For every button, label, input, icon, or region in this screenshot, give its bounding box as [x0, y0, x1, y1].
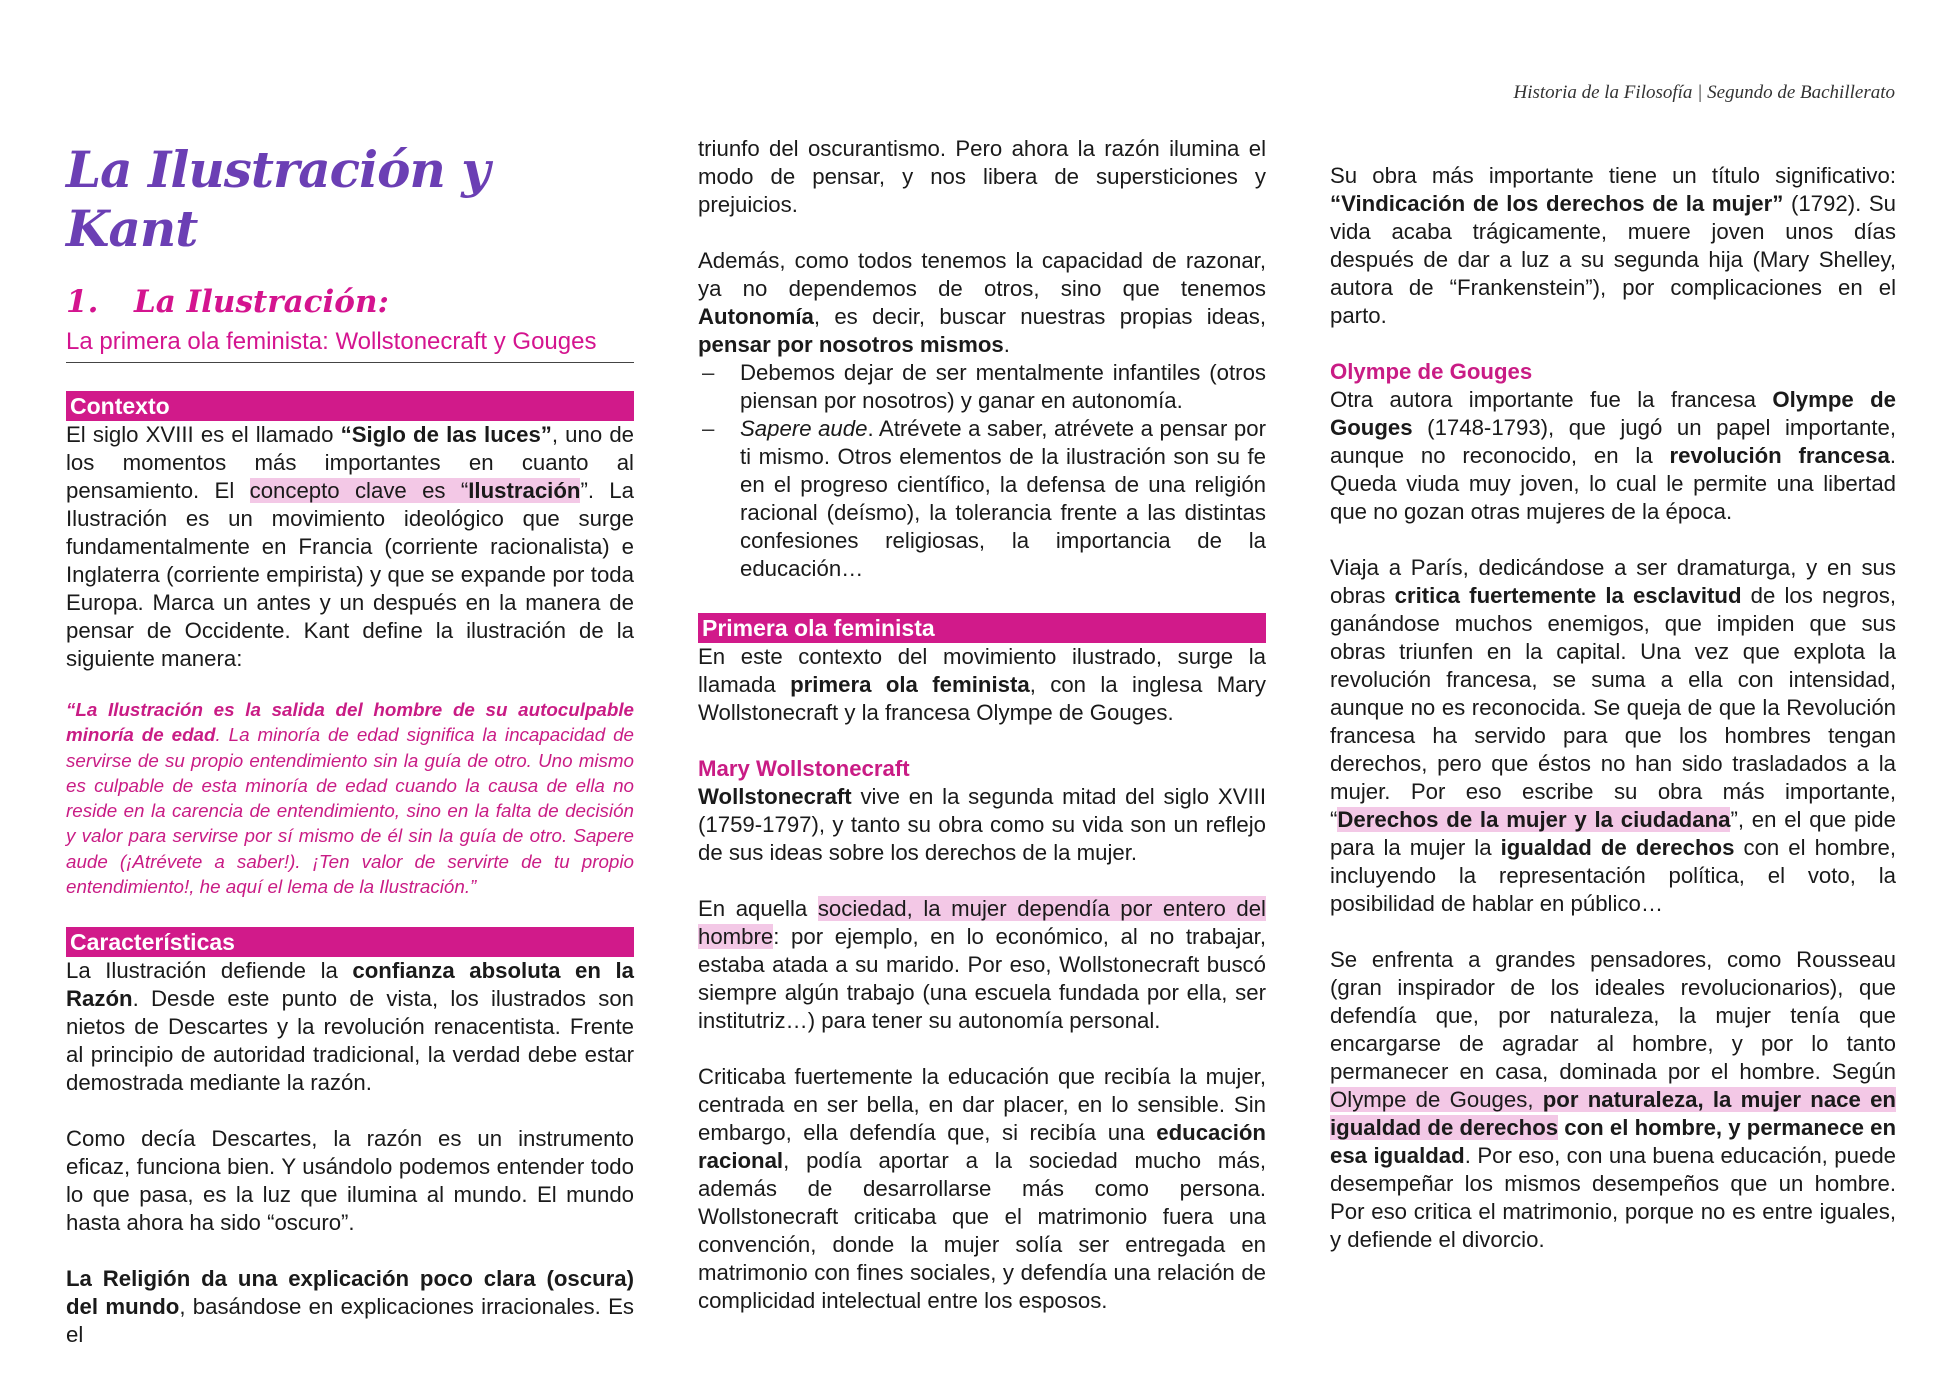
mary-paragraph-1: Wollstonecraft vive en la segunda mitad del siglo XVIII (1759-1797), y tanto su obra como su vida son un reflejo de sus ideas sobre los derechos de la mujer.: [698, 784, 1266, 865]
section-heading: La Ilustración:: [133, 284, 389, 320]
olympe-paragraph-2: Viaja a París, dedicándose a ser dramaturga, y en sus obras critica fuertemente la esclavitud de los negros, ganándose muchos enemigos, que impiden que sus obras triunfen en la capital. Una vez que explota la revolución francesa, se suma a ella con intensidad, aunque no es reconocida. Se queja de que la Revolución francesa ha servido para que los hombres tengan derechos, pero que éstos no han sido trasladados a la mujer. Por eso escribe su obra más importante, “Derechos de la mujer y la ciudadana”, en el que pide para la mujer la igualdad de derechos con el hombre, incluyendo la representación política, el voto, la posibilidad de hablar en público…: [1330, 555, 1896, 916]
mary-paragraph-3: Criticaba fuertemente la educación que recibía la mujer, centrada en ser bella, en dar placer, en lo sensible. Sin embargo, ella defendía que, si recibía una educación racional, podía aportar a la sociedad mucho más, además de desarrollarse más como persona. Wollstonecraft criticaba que el matrimonio fuera una convención, donde la mujer solía ser entregada en matrimonio con fines sociales, y defendía una relación de complicidad intelectual entre los esposos.: [698, 1064, 1266, 1313]
section-title: [66, 284, 634, 320]
heading-mary-wollstonecraft: Mary Wollstonecraft: [698, 756, 910, 781]
olympe-paragraph-1: Otra autora importante fue la francesa Olympe de Gouges (1748-1793), que jugó un papel importante, aunque no reconocido, en la revolución francesa. Queda viuda muy joven, lo cual le permite una libertad que no gozan otras mujeres de la época.: [1330, 387, 1896, 524]
column-1: [66, 0, 634, 1349]
continuation-paragraph: triunfo del oscurantismo. Pero ahora la razón ilumina el modo de pensar, y nos libera de supersticiones y prejuicios.: [698, 136, 1266, 217]
heading-contexto: Contexto: [66, 391, 634, 421]
vindicacion-paragraph: Su obra más importante tiene un título significativo: “Vindicación de los derechos de la mujer” (1792). Su vida acaba trágicamente, muere joven unos días después de dar a luz a su segunda hija (Mary Shelley, autora de “Frankenstein”), por complicaciones en el parto.: [1330, 163, 1896, 328]
column-3: [1330, 0, 1896, 1254]
highlight: Olympe de Gouges,: [1330, 1087, 1543, 1112]
column-2: [698, 0, 1266, 1315]
highlight: por naturaleza, la mujer nace en igualdad de derechos: [1330, 1087, 1896, 1140]
highlight: Derechos de la mujer y la ciudadana: [1337, 807, 1731, 832]
autonomia-paragraph: Además, como todos tenemos la capacidad de razonar, ya no dependemos de otros, sino que tenemos Autonomía, es decir, buscar nuestras propias ideas, pensar por nosotros mismos.: [698, 248, 1266, 357]
caracteristicas-paragraph-3: La Religión da una explicación poco clara (oscura) del mundo, basándose en explicaciones irracionales. Es el: [66, 1266, 634, 1348]
primera-ola-paragraph: En este contexto del movimiento ilustrado, surge la llamada primera ola feminista, con la inglesa Mary Wollstonecraft y la francesa Olympe de Gouges.: [698, 644, 1266, 725]
contexto-paragraph: El siglo XVIII es el llamado “Siglo de las luces”, uno de los momentos más importantes en cuanto al pensamiento. El concepto clave es “Ilustración”. La Ilustración es un movimiento ideológico que surge fundamentalmente en Francia (corriente racionalista) e Inglaterra (corriente empirista) y que se expande por toda Europa. Marca un antes y un después en la manera de pensar de Occidente. Kant define la ilustración de la siguiente manera:: [66, 422, 635, 671]
heading-primera-ola: Primera ola feminista: [698, 613, 1266, 643]
subtitle: La primera ola feminista: Wollstonecraft y Gouges: [66, 328, 634, 363]
section-number: 1.: [66, 284, 99, 320]
heading-caracteristicas: Características: [66, 927, 634, 957]
olympe-paragraph-3: Se enfrenta a grandes pensadores, como Rousseau (gran inspirador de los ideales revolucionarios), que defendía que, por naturaleza, la mujer tenía que encargarse de agradar al hombre, y por lo tanto permanecer en casa, dominada por el hombre. Según Olympe de Gouges, por naturaleza, la mujer nace en igualdad de derechos con el hombre, y permanece en esa igualdad. Por eso, con una buena educación, puede desempeñar los mismos desempeños que un hombre. Por eso critica el matrimonio, porque no es entre iguales, y defiende el divorcio.: [1330, 947, 1896, 1252]
highlight: sociedad, la mujer dependía por entero del hombre: [698, 896, 1266, 949]
heading-olympe-de-gouges: Olympe de Gouges: [1330, 359, 1533, 384]
running-header: Historia de la Filosofía | Segundo de Bachillerato: [1513, 82, 1895, 103]
highlight: concepto clave es “Ilustración: [249, 478, 581, 503]
document-title: La Ilustración y Kant: [66, 140, 490, 258]
list-item: – Sapere aude. Atrévete a saber, atrévete a pensar por ti mismo. Otros elementos de la ilustración son su fe en el progreso científico, la defensa de una religión racional (deísmo), la tolerancia frente a las distintas confesiones religiosas, la importancia de la educación…: [698, 415, 1266, 583]
caracteristicas-paragraph-2: Como decía Descartes, la razón es un instrumento eficaz, funciona bien. Y usándolo podemos entender todo lo que pasa, es la luz que ilumina al mundo. El mundo hasta ahora ha sido “oscuro”.: [66, 1126, 634, 1236]
list-item: – Debemos dejar de ser mentalmente infantiles (otros piensan por nosotros) y ganar en autonomía.: [698, 359, 1266, 415]
caracteristicas-paragraph-1: La Ilustración defiende la confianza absoluta en la Razón. Desde este punto de vista, los ilustrados son nietos de Descartes y la revolución renacentista. Frente al principio de autoridad tradicional, la verdad debe estar demostrada mediante la razón.: [66, 958, 634, 1096]
kant-quote: “La Ilustración es la salida del hombre de su autoculpable minoría de edad. La minoría de edad significa la incapacidad de servirse de su propio entendimiento sin la guía de otro. Uno mismo es culpable de esta minoría de edad cuando la causa de ella no reside en la carencia de entendimiento, sino en la falta de decisión y valor para servirse por sí mismo de él sin la guía de otro. Sapere aude (¡Atrévete a saber!). ¡Ten valor de servirte de tu propio entendimiento!, he aquí el lema de la Ilustración.”: [66, 699, 634, 898]
mary-paragraph-2: En aquella sociedad, la mujer dependía por entero del hombre: por ejemplo, en lo económico, al no trabajar, estaba atada a su marido. Por eso, Wollstonecraft buscó siempre algún trabajo (una escuela fundada por ella, ser institutriz…) para tener su autonomía personal.: [698, 896, 1266, 1033]
dash-list: [698, 359, 1266, 583]
